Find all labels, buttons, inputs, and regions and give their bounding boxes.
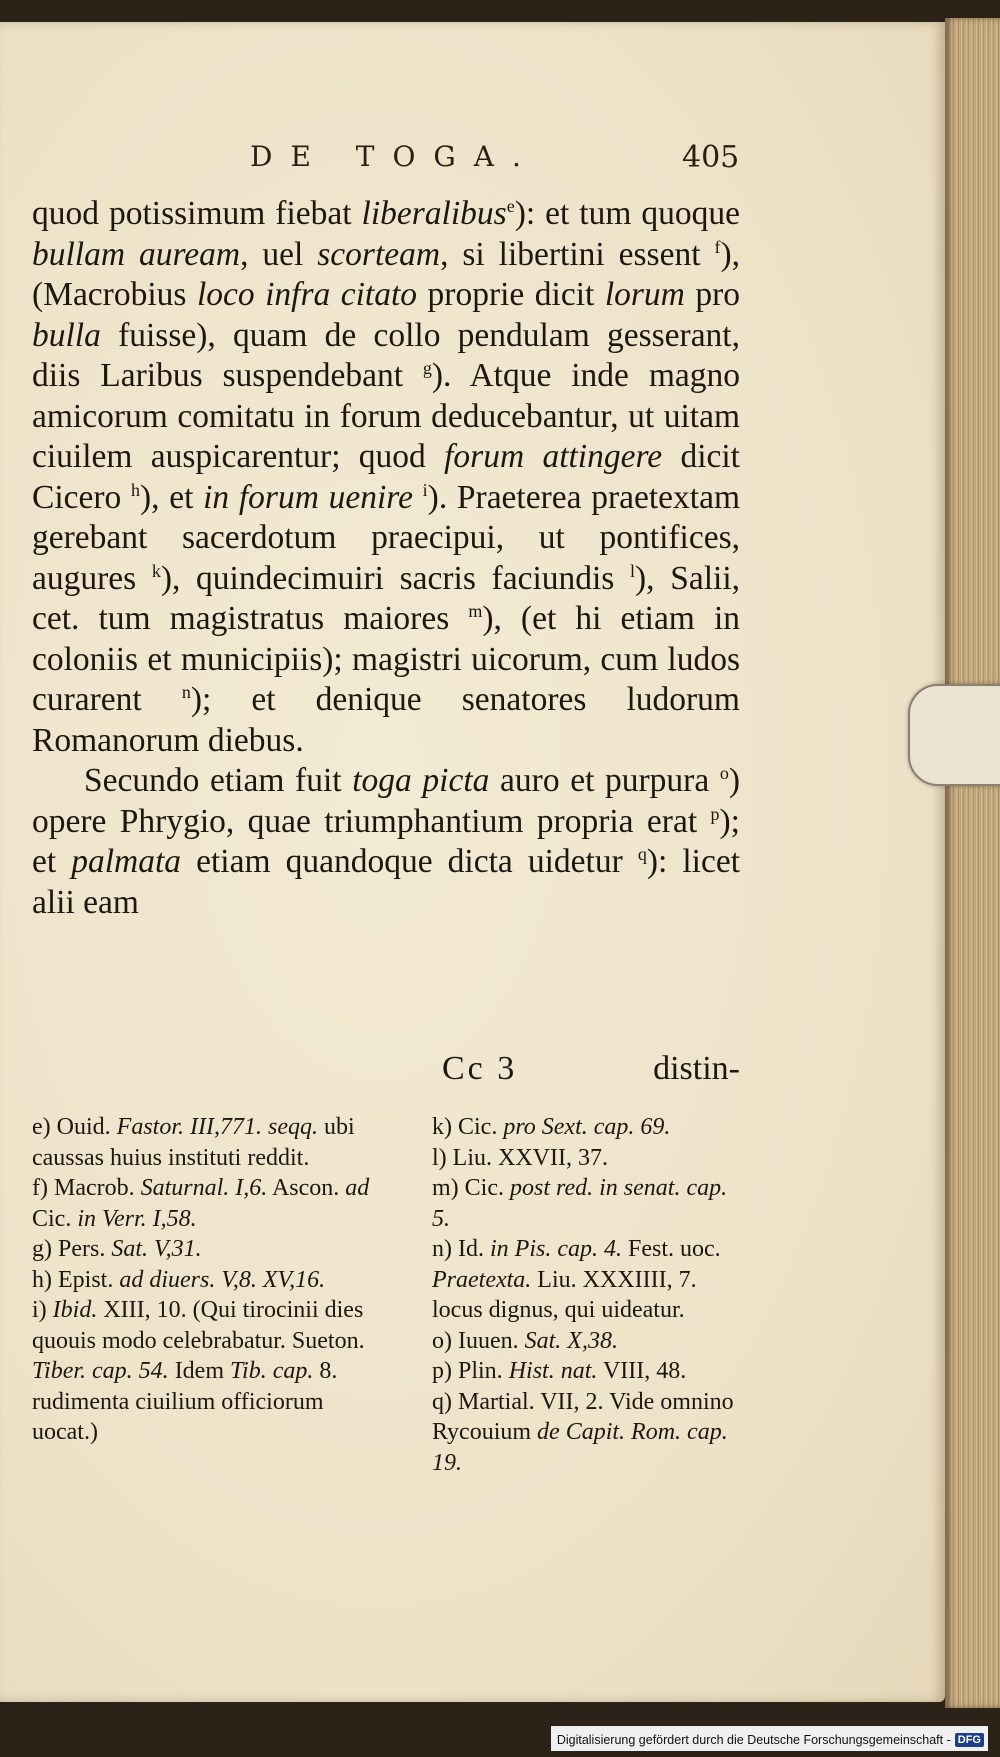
bookmark-clip	[908, 684, 1000, 786]
footnote	[32, 1295, 372, 1448]
text-span: ). Atque inde magno amicorum comitatu in forum deducebantur, ut uitam ciuilem auspicarentur; quod	[32, 357, 740, 475]
italic-span: forum attingere	[444, 438, 663, 475]
book-page	[0, 22, 945, 1702]
text-span: ubi caussas huius instituti reddit.	[32, 1114, 355, 1171]
text-span: proprie dicit	[417, 276, 605, 313]
text-span: ) opere Phrygio, quae triumphantium propria erat	[32, 762, 740, 840]
text-span: ); et	[32, 802, 740, 880]
paragraph-1	[32, 194, 740, 761]
footnote	[432, 1234, 742, 1326]
footnote-ref: f	[714, 236, 721, 257]
footnote-ref: l	[630, 560, 636, 581]
italic-span: Saturnal. I,6.	[140, 1175, 268, 1201]
text-span: VIII, 48.	[597, 1358, 687, 1384]
footnote-ref: m	[468, 600, 483, 621]
italic-span: post red. in senat. cap. 5.	[432, 1175, 728, 1232]
italic-span: Fastor. III,771. seqq.	[116, 1114, 318, 1140]
italic-span: Sat. V,31.	[111, 1236, 202, 1262]
text-span: , uel	[240, 235, 318, 273]
text-span: Idem	[168, 1358, 230, 1384]
italic-span: bullam auream	[32, 235, 241, 273]
footnote	[32, 1112, 372, 1173]
paragraph-2	[32, 761, 740, 923]
text-span: dicit Cicero	[32, 438, 740, 516]
signature-line	[32, 1050, 740, 1092]
page-header	[0, 140, 945, 180]
text-span: ): licet alii eam	[32, 843, 741, 921]
text-span: Secundo etiam fuit	[84, 762, 353, 799]
footnote	[432, 1112, 742, 1143]
text-span: f) Macrob.	[32, 1175, 141, 1201]
footnotes-right-column	[432, 1112, 742, 1478]
footnote	[32, 1265, 372, 1296]
footnote-ref: o	[719, 762, 729, 783]
italic-span: bulla	[32, 316, 101, 354]
footnote-ref: n	[181, 681, 191, 702]
italic-span: in Pis. cap. 4.	[489, 1236, 622, 1262]
footnote-ref: h	[131, 479, 140, 500]
text-span: , si libertini essent	[440, 235, 715, 273]
text-span: q) Martial. VII, 2. Vide omnino Rycouium	[432, 1388, 734, 1445]
footnotes-left-column	[32, 1112, 372, 1448]
italic-span: de Capit. Rom. cap. 19.	[432, 1419, 728, 1476]
italic-span: palmata	[71, 843, 182, 880]
catchword: distin-	[653, 1050, 740, 1087]
italic-span: scorteam	[317, 235, 441, 273]
page-number: 405	[682, 140, 740, 175]
footnote	[432, 1143, 742, 1174]
text-span: auro et purpura	[489, 762, 720, 799]
italic-span: ad diuers. V,8. XV,16.	[119, 1266, 326, 1293]
text-span: n) Id.	[432, 1236, 490, 1262]
footnote	[432, 1173, 742, 1234]
text-span: ), et	[140, 478, 204, 516]
italic-span: in forum uenire	[203, 478, 413, 516]
footnote	[32, 1173, 372, 1234]
text-span: l) Liu. XXVII, 37.	[432, 1144, 608, 1171]
footnote	[432, 1356, 742, 1387]
credit-text: Digitalisierung gefördert durch die Deutsche Forschungsgemeinschaft -	[556, 1733, 951, 1747]
footnote-ref: i	[422, 479, 428, 500]
text-span: ). Praeterea praetextam gerebant sacerdotum praecipui, ut pontifices, augures	[32, 478, 740, 597]
footnote	[432, 1387, 742, 1479]
text-span: quod potissimum fiebat	[32, 195, 362, 232]
text-span: 8. rudimenta ciuilium officiorum uocat.)	[32, 1358, 338, 1445]
text-span: k) Cic.	[432, 1114, 504, 1140]
italic-span: Sat. X,38.	[524, 1327, 618, 1354]
text-span: e) Ouid.	[32, 1114, 117, 1140]
text-span: ), quindecimuiri sacris faciundis	[160, 559, 630, 597]
text-span	[413, 479, 423, 516]
page-edges	[945, 18, 1000, 1708]
italic-span: Tib. cap.	[230, 1358, 314, 1384]
text-span: o) Iuuen.	[432, 1327, 525, 1354]
text-span: ), Salii, cet. tum magistratus maiores	[32, 559, 740, 637]
text-span: m) Cic.	[432, 1175, 510, 1201]
italic-span: loco infra citato	[196, 276, 418, 313]
italic-span: liberalibus	[361, 195, 507, 232]
footnote-ref: p	[710, 803, 720, 824]
italic-span: Tiber. cap. 54.	[32, 1358, 169, 1384]
text-span: pro	[684, 276, 741, 313]
italic-span: Praetexta.	[432, 1266, 532, 1293]
italic-span: lorum	[604, 276, 685, 313]
text-span: Liu. XXXIIII, 7. locus dignus, qui uideatur.	[432, 1266, 697, 1323]
footnote	[432, 1326, 742, 1357]
text-span: Fest. uoc.	[621, 1236, 721, 1262]
text-span: ), (et hi etiam in coloniis et municipiis); magistri uicorum, cum ludos curarent	[32, 600, 740, 718]
text-span: ); et denique senatores ludorum Romanorum diebus.	[32, 681, 740, 759]
text-span: h) Epist.	[32, 1266, 120, 1293]
italic-span: toga picta	[352, 762, 490, 799]
footnote-ref: e	[506, 195, 515, 216]
text-span: ), (Macrobius	[32, 235, 740, 313]
main-text	[32, 194, 740, 923]
digitization-credit	[551, 1726, 988, 1751]
italic-span: pro Sext. cap. 69.	[503, 1114, 671, 1140]
italic-span: Ibid.	[52, 1297, 98, 1323]
footnote-ref: g	[422, 357, 432, 378]
text-span: XIII, 10. (Qui tirocinii dies quouis modo celebrabatur. Sueton.	[32, 1297, 365, 1354]
italic-span: in Verr. I,58.	[77, 1205, 197, 1232]
running-title: DE TOGA.	[250, 140, 539, 173]
text-span: Ascon.	[267, 1175, 346, 1201]
dfg-logo: DFG	[955, 1733, 984, 1747]
text-span: Cic.	[32, 1205, 78, 1232]
signature-mark: Cc 3	[442, 1050, 518, 1087]
text-span: p) Plin.	[432, 1358, 509, 1384]
text-span: fuisse), quam de collo pendulam gesserant, diis Laribus suspendebant	[32, 316, 740, 394]
text-span: ): et tum quoque	[514, 195, 740, 232]
text-span: etiam quandoque dicta uidetur	[181, 843, 638, 880]
footnote	[32, 1234, 372, 1265]
italic-span: ad	[345, 1175, 370, 1201]
footnote-ref: q	[637, 843, 647, 864]
italic-span: Hist. nat.	[508, 1358, 598, 1384]
footnote-ref: k	[151, 560, 161, 581]
text-span: g) Pers.	[32, 1236, 112, 1262]
text-span: i)	[32, 1297, 53, 1323]
